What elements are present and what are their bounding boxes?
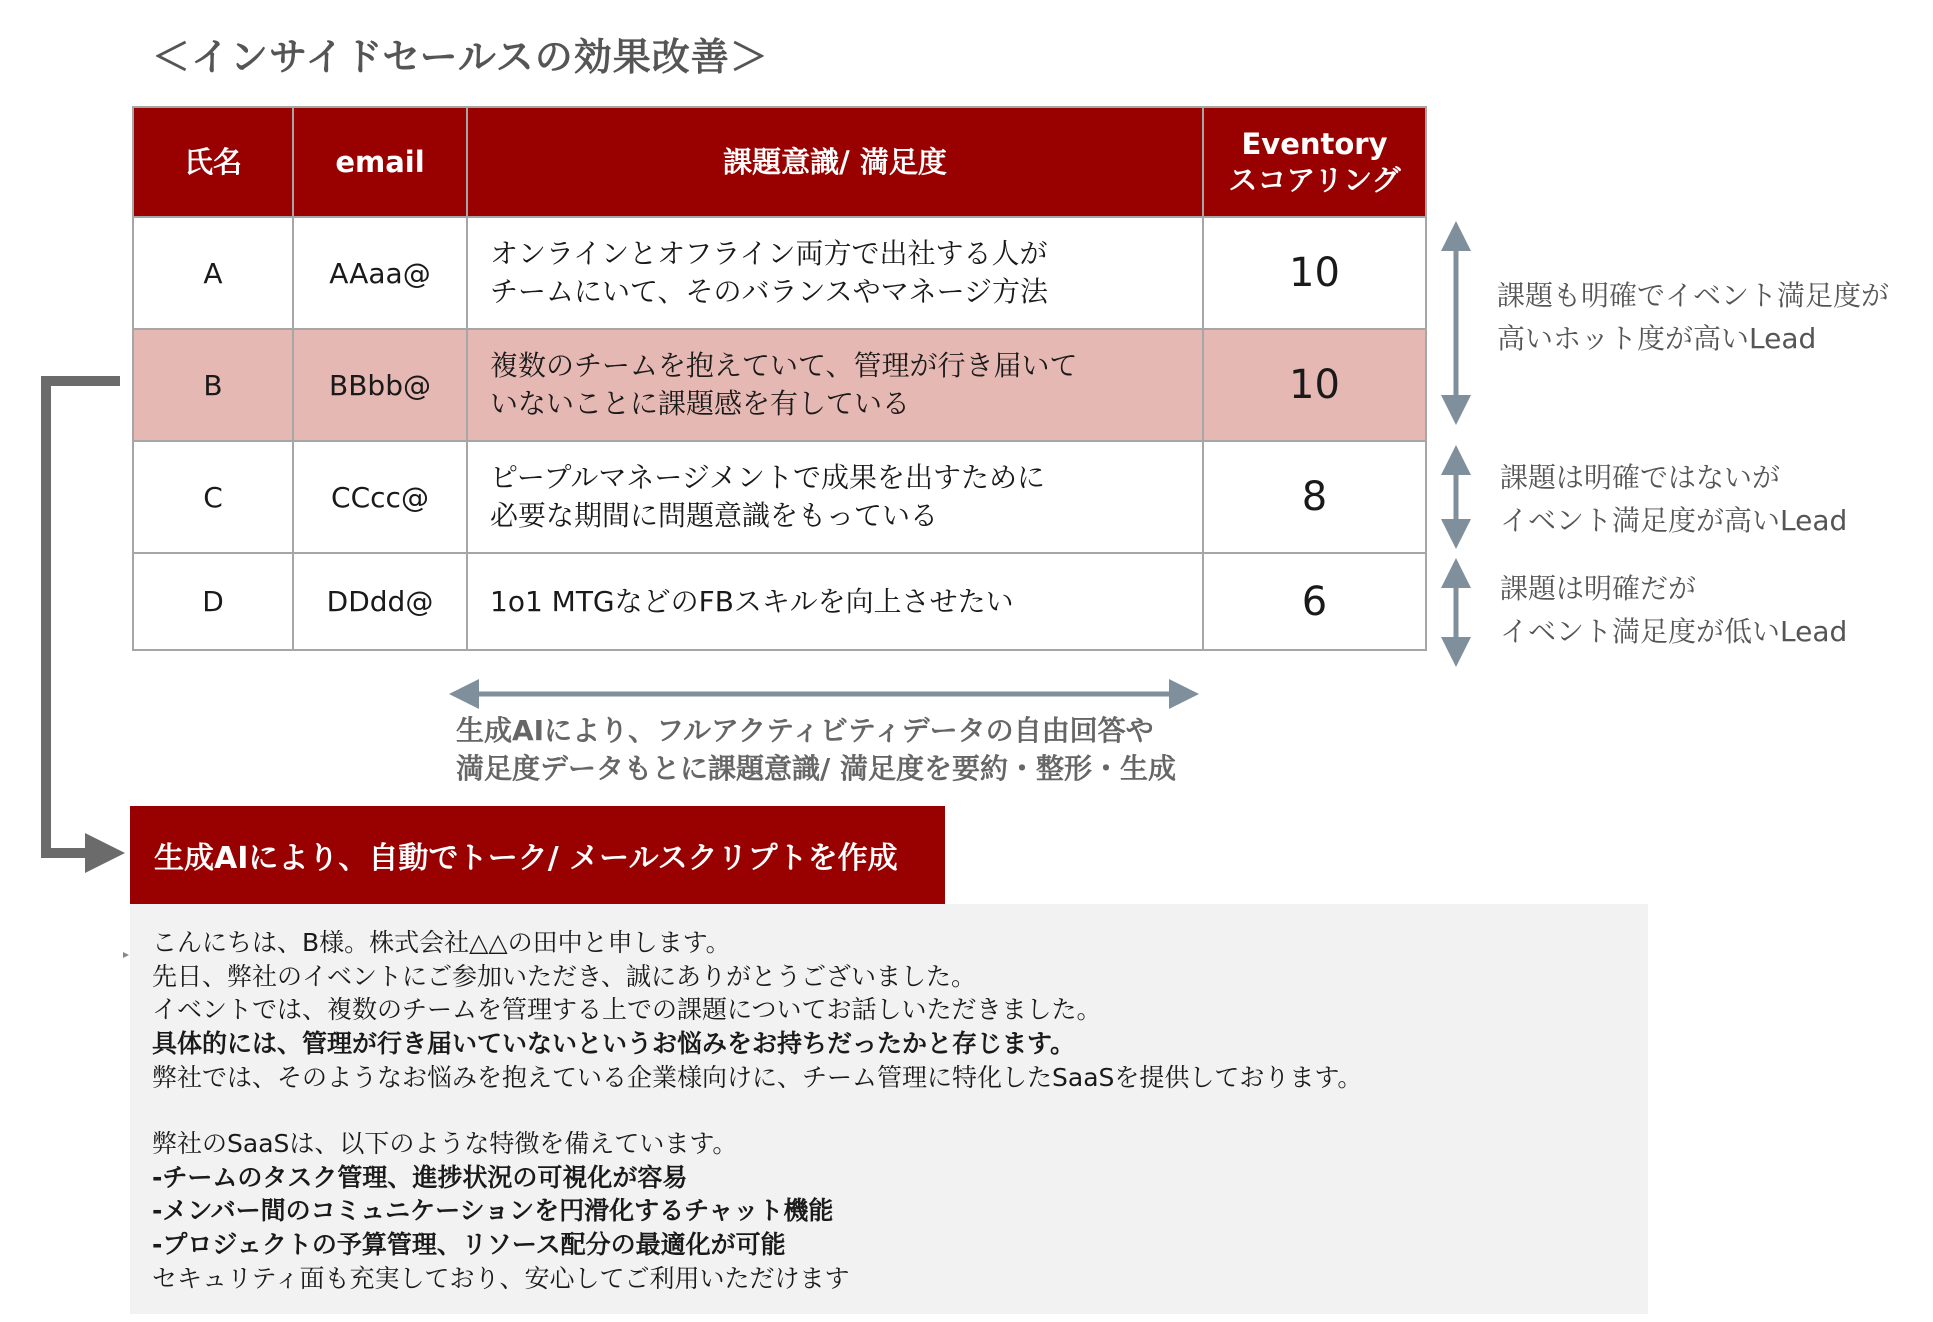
- script-line: イベントでは、複数のチームを管理する上での課題についてお話しいただきました。: [152, 995, 1102, 1025]
- script-header: 生成AIにより、自動でトーク/ メールスクリプトを作成: [130, 806, 945, 904]
- script-line: 具体的には、管理が行き届いていないというお悩みをお持ちだったかと存じます。: [152, 1028, 1076, 1058]
- side-note-line: 課題は明確だが: [1500, 572, 1697, 605]
- issue-line: 1o1 MTGなどのFBスキルを向上させたい: [490, 584, 1014, 618]
- cell-email: DDdd@: [293, 553, 467, 650]
- side-note-line: 課題も明確でイベント満足度が: [1497, 279, 1890, 312]
- side-note-low-lead: [1500, 567, 1847, 654]
- script-line: 弊社では、そのようなお悩みを抱えている企業様向けに、チーム管理に特化したSaaSを提供しております。: [152, 1062, 1363, 1092]
- script-line: 弊社のSaaSは、以下のような特徴を備えています。: [152, 1129, 738, 1159]
- script-line: 先日、弊社のイベントにご参加いただき、誠にありがとうございました。: [152, 961, 977, 991]
- script-line: セキュリティ面も充実しており、安心してご利用いただけます: [152, 1263, 850, 1293]
- side-note-line: 課題は明確ではないが: [1500, 461, 1781, 494]
- side-note-line: 高いホット度が高いLead: [1497, 322, 1817, 356]
- issue-line: ピープルマネージメントで成果を出すために: [490, 461, 1045, 495]
- cell-score: 6: [1203, 553, 1426, 650]
- issue-line: 必要な期間に問題意識をもっている: [490, 499, 939, 532]
- caption-line: 生成AIにより、フルアクティビティデータの自由回答や: [456, 714, 1154, 747]
- header-score-line2: スコアリング: [1228, 163, 1401, 197]
- issue-line: チームにいて、そのバランスやマネージ方法: [490, 275, 1049, 308]
- cell-name: D: [133, 553, 293, 650]
- page-title: ＜インサイドセールスの効果改善＞: [152, 35, 769, 79]
- header-issue: 課題意識/ 満足度: [467, 107, 1203, 217]
- ai-summary-caption: [456, 712, 1176, 788]
- issue-line: 複数のチームを抱えていて、管理が行き届いて: [490, 349, 1078, 383]
- script-line: -チームのタスク管理、進捗状況の可視化が容易: [152, 1162, 688, 1192]
- side-note-line: イベント満足度が低いLead: [1500, 615, 1848, 649]
- issue-line: オンラインとオフライン両方で出社する人が: [490, 237, 1048, 271]
- issue-line: いないことに課題感を有している: [490, 387, 911, 420]
- caption-line: 満足度データもとに課題意識/ 満足度を要約・整形・生成: [456, 751, 1176, 785]
- header-email: email: [293, 107, 467, 217]
- side-note-line: イベント満足度が高いLead: [1500, 504, 1848, 538]
- cell-score: 10: [1203, 329, 1426, 441]
- script-line: -プロジェクトの予算管理、リソース配分の最適化が可能: [152, 1230, 786, 1259]
- cell-email: AAaa@: [293, 217, 467, 329]
- script-line: こんにちは、B様。株式会社△△の田中と申します。: [152, 928, 731, 957]
- cell-name: B: [133, 329, 293, 441]
- cell-score: 8: [1203, 441, 1426, 553]
- side-note-hot-lead: [1497, 274, 1889, 361]
- cell-name: A: [133, 217, 293, 329]
- cell-score: 10: [1203, 217, 1426, 329]
- side-note-mid-lead: [1500, 456, 1847, 543]
- script-line: -メンバー間のコミュニケーションを円滑化するチャット機能: [152, 1196, 834, 1226]
- script-line: [152, 1094, 1626, 1127]
- cell-email: BBbb@: [293, 329, 467, 441]
- small-bullet-mark: [123, 952, 129, 958]
- header-name: 氏名: [133, 107, 293, 217]
- cell-email: CCcc@: [293, 441, 467, 553]
- header-score-line1: Eventory: [1241, 126, 1388, 161]
- elbow-connector-arrow: [46, 381, 120, 853]
- cell-name: C: [133, 441, 293, 553]
- email-script-body: [130, 904, 1648, 1314]
